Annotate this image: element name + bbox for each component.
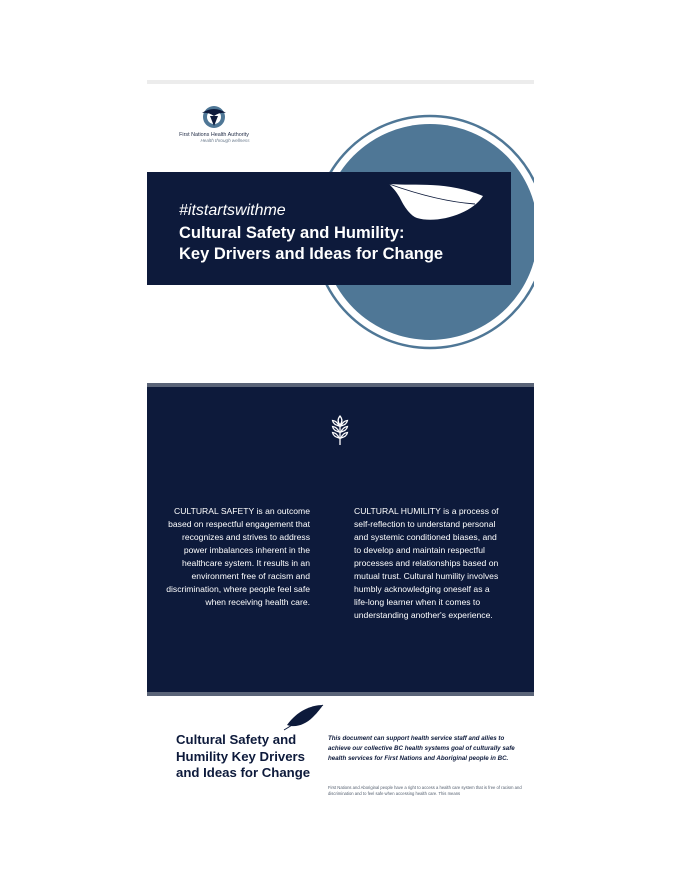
cultural-safety-definition: CULTURAL SAFETY is an outcome based on respectful engagement that recognizes and strives to address power imbalances inherent in the healthcare system. It results in an environment free of racism and discrimination, where people feel safe when receiving health care. — [166, 506, 310, 607]
feather-small-icon — [283, 703, 325, 731]
page3-intro: This document can support health service staff and allies to achieve our collective BC health systems goal of culturally safe health services for First Nations and Aboriginal people in BC. — [328, 735, 515, 762]
fnha-logo — [169, 104, 259, 143]
hashtag: #itstartswithme — [179, 202, 286, 219]
cultural-humility-definition: CULTURAL HUMILITY is a process of self-reflection to understand personal and systemic conditioned biases, and to develop and maintain respectful processes and relationships based on mutual trust. Cultural humility involves humbly acknowledging oneself as a life-long learner when it comes to understanding another's experience. — [354, 506, 499, 620]
cover-page — [147, 80, 534, 382]
definitions-page — [147, 383, 534, 696]
cover-title — [179, 223, 443, 265]
title-band — [147, 172, 511, 285]
cover-title-line2: Key Drivers and Ideas for Change — [179, 245, 444, 263]
wheat-icon — [330, 414, 350, 446]
document-page-3 — [147, 697, 534, 801]
page3-title: Cultural Safety and Humility Key Drivers and Ideas for Change — [176, 732, 311, 780]
logo-organization-name: First Nations Health Authority — [179, 132, 249, 138]
logo-tagline: Health through wellness — [200, 138, 250, 143]
page3-body-text: First Nations and Aboriginal people have a right to access a health care system that is free of racism and discrimination and to feel safe when accessing health care. This means — [328, 785, 522, 796]
cover-title-line1: Cultural Safety and Humility: — [179, 224, 405, 242]
eagle-logo-icon — [199, 104, 229, 130]
